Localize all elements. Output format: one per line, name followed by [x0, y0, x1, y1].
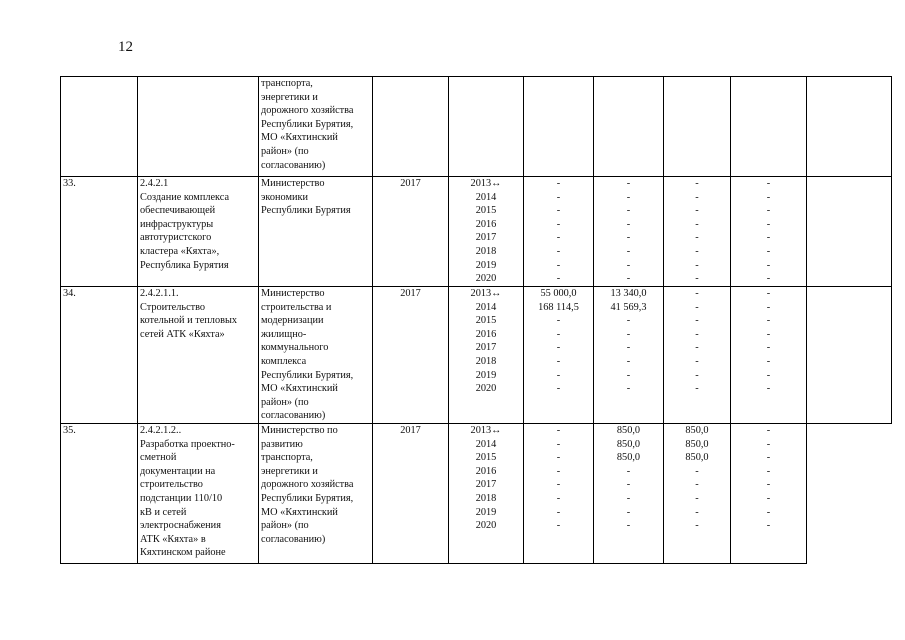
cell-line: 2015: [475, 452, 497, 464]
cell-line: 2016: [475, 465, 497, 477]
cell-line: -: [766, 301, 771, 313]
cell-line: -: [556, 369, 561, 381]
cell-line: 2019: [475, 369, 497, 381]
event-name-cell: [138, 77, 259, 177]
table-row: [61, 287, 892, 424]
funding-federal-cell: [524, 177, 594, 287]
cell-line: -: [766, 232, 771, 244]
cell-line: 2.4.2.1.2..: [140, 424, 182, 436]
cell-line: жилищно-: [261, 328, 307, 340]
cell-line: документации на: [140, 465, 216, 477]
years-cell: [449, 177, 524, 287]
cell-line: Министерство по: [261, 424, 338, 436]
cell-line: -: [556, 492, 561, 504]
cell-line: -: [556, 273, 561, 285]
cell-line: -: [556, 438, 561, 450]
cell-line: 850,0: [685, 438, 709, 450]
cell-line: -: [626, 369, 631, 381]
cell-line: -: [556, 259, 561, 271]
cell-line: -: [766, 424, 771, 436]
years-cell: [449, 77, 524, 177]
cell-line: -: [626, 218, 631, 230]
cell-line: -: [556, 315, 561, 327]
cell-line: -: [556, 424, 561, 436]
cell-line: район» (по: [261, 520, 309, 532]
cell-line: -: [695, 465, 699, 477]
table-row: [61, 423, 892, 563]
deadline-year-cell: 2017: [373, 423, 449, 563]
funding-federal-cell: [524, 77, 594, 177]
cell-line: 2017: [475, 479, 497, 491]
cell-line: 2013↔: [470, 288, 502, 299]
cell-line: -: [626, 178, 631, 189]
funding-local-cell: [664, 77, 731, 177]
cell-line: -: [766, 315, 771, 327]
cell-line: -: [695, 520, 699, 532]
cell-line: -: [626, 205, 631, 217]
cell-line: транспорта,: [261, 78, 313, 89]
cell-line: -: [695, 492, 699, 504]
cell-line: 2020: [475, 520, 497, 532]
cell-line: МО «Кяхтинский: [261, 132, 338, 144]
cell-line: согласованию): [261, 410, 326, 422]
cell-line: -: [626, 259, 631, 271]
cell-line: -: [766, 191, 771, 203]
cell-line: -: [556, 520, 561, 532]
cell-line: электроснабжения: [140, 520, 221, 532]
notes-cell: [807, 287, 892, 424]
page-number: 12: [118, 39, 133, 55]
cell-line: 2020: [475, 383, 497, 395]
cell-line: -: [556, 178, 561, 189]
executor-cell: [259, 77, 373, 177]
cell-line: -: [766, 479, 771, 491]
funding-other-cell: [731, 287, 807, 424]
cell-line: -: [626, 342, 631, 354]
cell-line: -: [695, 273, 699, 285]
cell-line: -: [766, 178, 771, 189]
notes-cell: [807, 177, 892, 287]
cell-line: -: [766, 288, 771, 299]
cell-line: 2020: [475, 273, 497, 285]
cell-line: Республики Бурятия,: [261, 369, 354, 381]
cell-line: сметной: [140, 452, 177, 464]
cell-line: -: [626, 191, 631, 203]
cell-line: -: [766, 383, 771, 395]
cell-line: -: [766, 465, 771, 477]
cell-line: МО «Кяхтинский: [261, 383, 338, 395]
cell-line: -: [626, 315, 631, 327]
funding-local-cell: [664, 287, 731, 424]
cell-line: 2018: [475, 245, 497, 257]
cell-line: модернизации: [261, 315, 324, 327]
cell-line: Республики Бурятия,: [261, 492, 354, 504]
cell-line: -: [556, 232, 561, 244]
cell-line: транспорта,: [261, 452, 313, 464]
cell-line: -: [556, 506, 561, 518]
cell-line: 55 000,0: [540, 288, 577, 299]
cell-line: коммунального: [261, 342, 329, 354]
cell-line: -: [626, 479, 631, 491]
cell-line: Министерство: [261, 288, 325, 299]
notes-cell: [807, 77, 892, 177]
cell-line: -: [695, 328, 699, 340]
cell-line: Республики Бурятия: [261, 205, 351, 217]
cell-line: -: [695, 205, 699, 217]
cell-line: -: [626, 520, 631, 532]
cell-line: 2018: [475, 492, 497, 504]
cell-line: -: [626, 506, 631, 518]
cell-line: Министерство: [261, 178, 325, 189]
cell-line: энергетики и: [261, 91, 318, 103]
deadline-year-cell: 2017: [373, 177, 449, 287]
row-number-cell: 35.: [61, 423, 138, 563]
cell-line: 2014: [475, 301, 497, 313]
cell-line: -: [695, 191, 699, 203]
cell-line: 2.4.2.1: [140, 178, 169, 189]
cell-line: 13 340,0: [610, 288, 647, 299]
cell-line: -: [766, 259, 771, 271]
funding-federal-cell: [524, 423, 594, 563]
funding-republic-cell: [594, 77, 664, 177]
cell-line: -: [556, 245, 561, 257]
cell-line: -: [766, 492, 771, 504]
cell-line: -: [626, 465, 631, 477]
cell-line: -: [556, 383, 561, 395]
table-row: [61, 177, 892, 287]
cell-line: -: [626, 328, 631, 340]
cell-line: Республика Бурятия: [140, 259, 229, 271]
cell-line: -: [626, 273, 631, 285]
cell-line: -: [626, 383, 631, 395]
cell-line: -: [695, 342, 699, 354]
cell-line: -: [766, 355, 771, 367]
cell-line: 168 114,5: [538, 301, 579, 313]
cell-line: 850,0: [616, 438, 641, 450]
funding-other-cell: [731, 77, 807, 177]
cell-line: 850,0: [685, 424, 709, 436]
cell-line: -: [556, 452, 561, 464]
cell-line: -: [695, 479, 699, 491]
cell-line: -: [695, 178, 699, 189]
executor-cell: [259, 177, 373, 287]
cell-line: Республики Бурятия,: [261, 118, 354, 130]
cell-line: -: [626, 492, 631, 504]
executor-cell: [259, 423, 373, 563]
row-number-cell: 34.: [61, 287, 138, 424]
cell-line: -: [766, 205, 771, 217]
cell-line: обеспечивающей: [140, 205, 216, 217]
cell-line: 850,0: [616, 424, 641, 436]
cell-line: -: [556, 355, 561, 367]
cell-line: -: [695, 232, 699, 244]
cell-line: 2013↔: [470, 178, 502, 189]
cell-line: Создание комплекса: [140, 191, 230, 203]
row-number-cell: 33.: [61, 177, 138, 287]
cell-line: -: [695, 288, 699, 299]
cell-line: -: [626, 355, 631, 367]
cell-line: -: [695, 245, 699, 257]
cell-line: -: [766, 273, 771, 285]
cell-line: 2019: [475, 506, 497, 518]
cell-line: 850,0: [616, 452, 641, 464]
cell-line: -: [695, 383, 699, 395]
funding-local-cell: [664, 423, 731, 563]
cell-line: энергетики и: [261, 465, 318, 477]
cell-line: 2016: [475, 218, 497, 230]
cell-line: развитию: [261, 438, 303, 450]
cell-line: -: [556, 465, 561, 477]
cell-line: согласованию): [261, 159, 326, 171]
funding-republic-cell: [594, 423, 664, 563]
cell-line: -: [695, 315, 699, 327]
funding-republic-cell: [594, 287, 664, 424]
cell-line: -: [626, 245, 631, 257]
cell-line: 2014: [475, 438, 497, 450]
cell-line: строительства и: [261, 301, 332, 313]
funding-federal-cell: [524, 287, 594, 424]
cell-line: -: [766, 342, 771, 354]
years-cell: [449, 287, 524, 424]
years-cell: [449, 423, 524, 563]
funding-local-cell: [664, 177, 731, 287]
cell-line: дорожного хозяйства: [261, 105, 354, 117]
cell-line: -: [695, 218, 699, 230]
cell-line: Строительство: [140, 301, 206, 313]
cell-line: -: [626, 232, 631, 244]
cell-line: 2018: [475, 355, 497, 367]
program-table: [60, 76, 892, 564]
cell-line: кластера «Кяхта»,: [140, 245, 220, 257]
cell-line: 2015: [475, 315, 497, 327]
cell-line: район» (по: [261, 396, 309, 408]
cell-line: район» (по: [261, 145, 309, 157]
event-name-cell: [138, 177, 259, 287]
cell-line: -: [766, 328, 771, 340]
cell-line: 2019: [475, 259, 497, 271]
cell-line: -: [695, 259, 699, 271]
cell-line: подстанции 110/10: [140, 492, 223, 504]
cell-line: -: [556, 342, 561, 354]
deadline-year-cell: 2017: [373, 287, 449, 424]
cell-line: -: [556, 218, 561, 230]
cell-line: -: [556, 479, 561, 491]
cell-line: 2016: [475, 328, 497, 340]
cell-line: -: [695, 355, 699, 367]
cell-line: строительство: [140, 479, 203, 491]
cell-line: 2015: [475, 205, 497, 217]
cell-line: сетей АТК «Кяхта»: [140, 328, 225, 340]
cell-line: АТК «Кяхта» в: [140, 533, 206, 545]
funding-republic-cell: [594, 177, 664, 287]
cell-line: -: [766, 520, 771, 532]
cell-line: 2017: [475, 232, 497, 244]
cell-line: 850,0: [685, 452, 709, 464]
table-row: [61, 77, 892, 177]
cell-line: комплекса: [261, 355, 307, 367]
cell-line: 2.4.2.1.1.: [140, 288, 179, 299]
notes-cell: [807, 423, 892, 563]
cell-line: 2017: [475, 342, 497, 354]
cell-line: согласованию): [261, 533, 326, 545]
cell-line: экономики: [261, 191, 309, 203]
event-name-cell: [138, 287, 259, 424]
cell-line: -: [766, 438, 771, 450]
deadline-year-cell: [373, 77, 449, 177]
cell-line: Разработка проектно-: [140, 438, 235, 450]
cell-line: инфраструктуры: [140, 218, 214, 230]
cell-line: -: [556, 205, 561, 217]
cell-line: 2014: [475, 191, 497, 203]
cell-line: 41 569,3: [610, 301, 647, 313]
cell-line: Кяхтинском районе: [140, 547, 226, 559]
cell-line: -: [695, 506, 699, 518]
cell-line: -: [766, 369, 771, 381]
cell-line: МО «Кяхтинский: [261, 506, 338, 518]
cell-line: -: [556, 328, 561, 340]
event-name-cell: [138, 423, 259, 563]
cell-line: котельной и тепловых: [140, 315, 238, 327]
funding-other-cell: [731, 423, 807, 563]
executor-cell: [259, 287, 373, 424]
cell-line: -: [766, 452, 771, 464]
cell-line: -: [695, 369, 699, 381]
cell-line: -: [766, 245, 771, 257]
row-number-cell: [61, 77, 138, 177]
cell-line: автотуристского: [140, 232, 212, 244]
cell-line: дорожного хозяйства: [261, 479, 354, 491]
cell-line: -: [766, 218, 771, 230]
cell-line: -: [695, 301, 699, 313]
cell-line: кВ и сетей: [140, 506, 187, 518]
funding-other-cell: [731, 177, 807, 287]
cell-line: 2013↔: [470, 424, 502, 436]
cell-line: -: [766, 506, 771, 518]
cell-line: -: [556, 191, 561, 203]
